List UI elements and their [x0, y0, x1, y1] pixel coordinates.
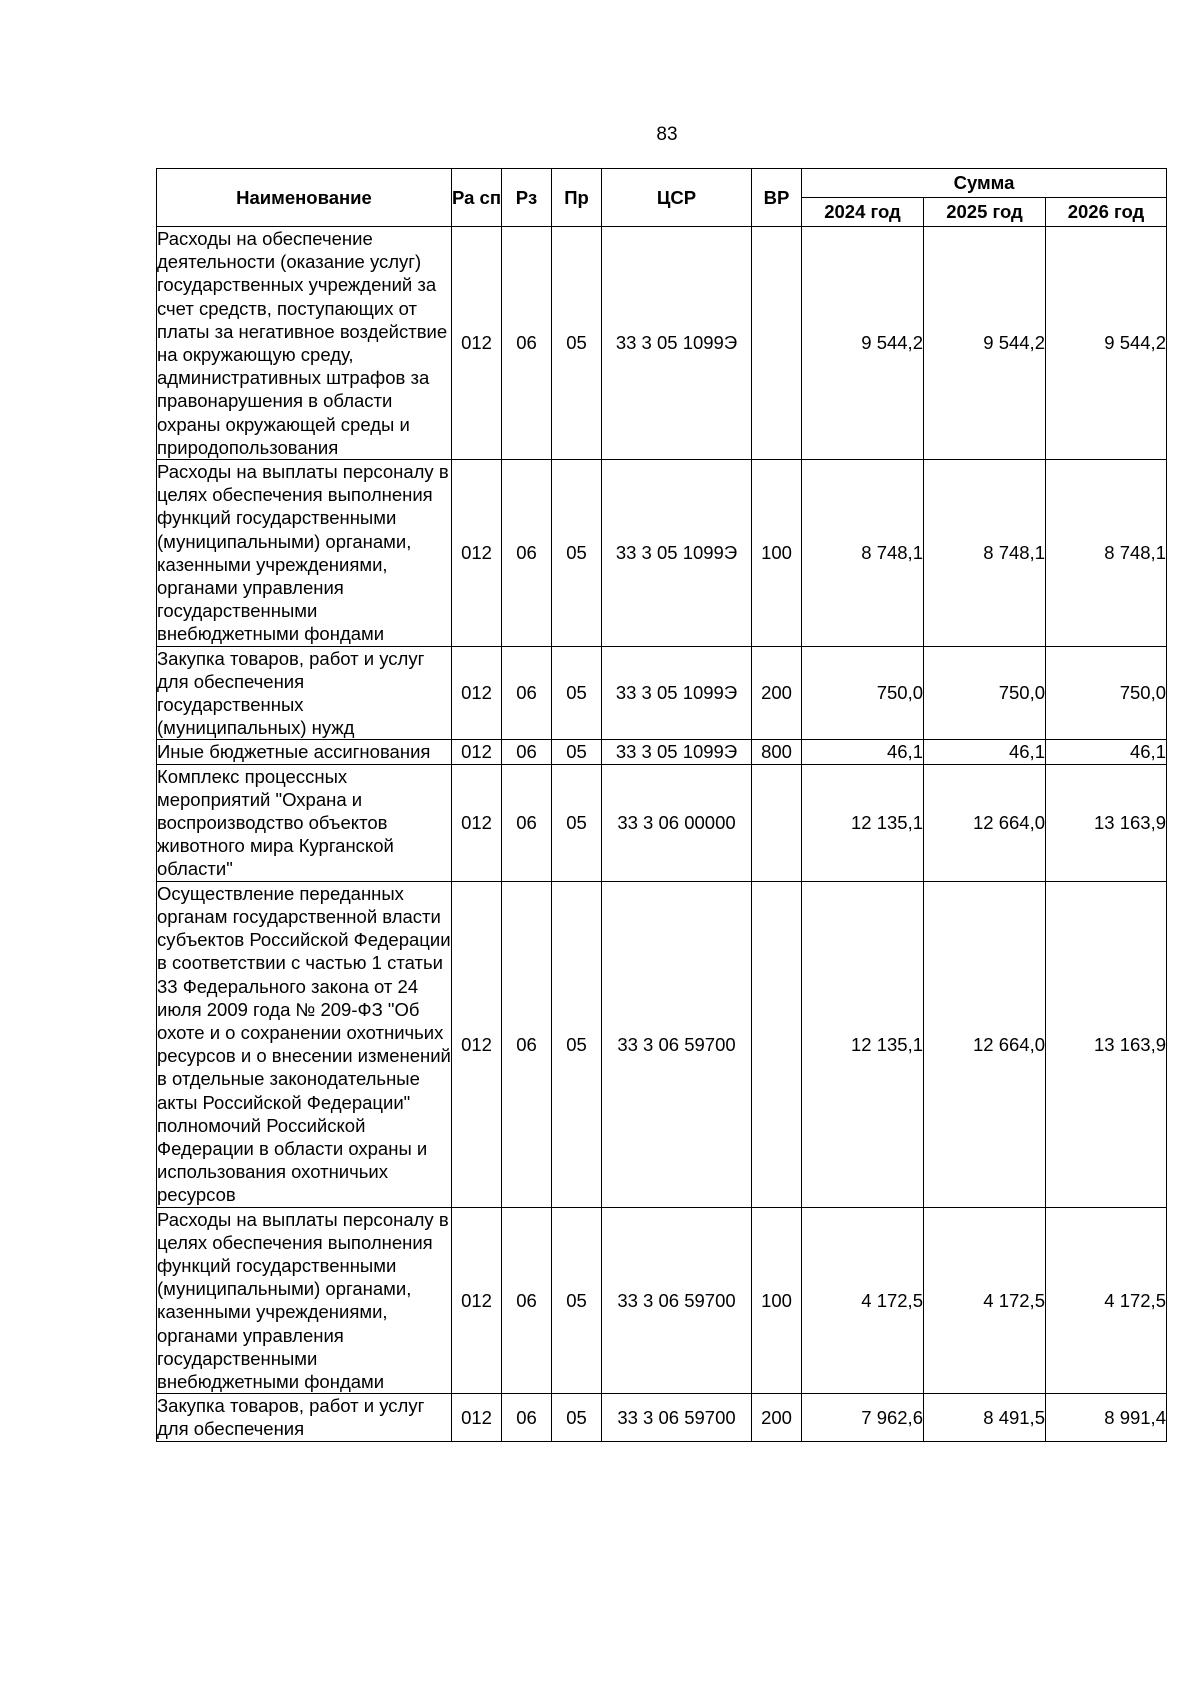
row-csr: 33 3 05 1099Э [602, 460, 752, 647]
row-vr: 100 [752, 1207, 802, 1394]
table-row [157, 460, 1167, 647]
row-name: Комплекс процессных мероприятий "Охрана и воспроизводство объектов животного мира Курганской области" [157, 764, 452, 881]
row-sum-2024: 8 748,1 [802, 460, 924, 647]
col-header-name: Наименование [157, 169, 452, 227]
row-sum-2025: 4 172,5 [924, 1207, 1046, 1394]
col-header-2024: 2024 год [802, 198, 924, 227]
row-sum-2026: 9 544,2 [1046, 227, 1167, 460]
col-header-csr: ЦСР [602, 169, 752, 227]
row-rz: 06 [502, 764, 552, 881]
row-vr [752, 227, 802, 460]
row-pr: 05 [552, 1207, 602, 1394]
row-sum-2024: 46,1 [802, 740, 924, 764]
row-pr: 05 [552, 646, 602, 740]
row-sum-2026: 8 991,4 [1046, 1394, 1167, 1441]
row-sum-2025: 8 491,5 [924, 1394, 1046, 1441]
col-header-vr: ВР [752, 169, 802, 227]
row-sum-2025: 46,1 [924, 740, 1046, 764]
row-vr [752, 764, 802, 881]
row-sum-2024: 7 962,6 [802, 1394, 924, 1441]
row-sum-2026: 46,1 [1046, 740, 1167, 764]
row-vr: 800 [752, 740, 802, 764]
row-pr: 05 [552, 740, 602, 764]
row-rz: 06 [502, 740, 552, 764]
row-sum-2026: 4 172,5 [1046, 1207, 1167, 1394]
row-sum-2026: 8 748,1 [1046, 460, 1167, 647]
row-rasp: 012 [452, 1394, 502, 1441]
row-csr: 33 3 05 1099Э [602, 227, 752, 460]
row-vr: 200 [752, 1394, 802, 1441]
row-vr [752, 881, 802, 1207]
col-header-2025: 2025 год [924, 198, 1046, 227]
row-name: Расходы на выплаты персоналу в целях обеспечения выполнения функций государственными (муниципальными) органами, казенными учреждениями, органами управления государственными внебюджетными фондами [157, 1207, 452, 1394]
row-rz: 06 [502, 227, 552, 460]
row-sum-2026: 13 163,9 [1046, 881, 1167, 1207]
table-row [157, 227, 1167, 460]
row-rasp: 012 [452, 881, 502, 1207]
row-pr: 05 [552, 1394, 602, 1441]
col-header-rz: Рз [502, 169, 552, 227]
header-row-top [157, 169, 1167, 198]
row-rz: 06 [502, 881, 552, 1207]
row-name: Закупка товаров, работ и услуг для обеспечения государственных (муниципальных) нужд [157, 646, 452, 740]
row-sum-2024: 12 135,1 [802, 764, 924, 881]
row-rasp: 012 [452, 740, 502, 764]
row-vr: 100 [752, 460, 802, 647]
row-rz: 06 [502, 1207, 552, 1394]
row-rz: 06 [502, 1394, 552, 1441]
col-header-pr: Пр [552, 169, 602, 227]
col-header-sum: Сумма [802, 169, 1167, 198]
row-rasp: 012 [452, 227, 502, 460]
row-csr: 33 3 06 00000 [602, 764, 752, 881]
row-name: Расходы на выплаты персоналу в целях обеспечения выполнения функций государственными (муниципальными) органами, казенными учреждениями, органами управления государственными внебюджетными фондами [157, 460, 452, 647]
row-csr: 33 3 06 59700 [602, 1207, 752, 1394]
row-sum-2025: 12 664,0 [924, 881, 1046, 1207]
page-number: 83 [656, 124, 678, 145]
row-sum-2024: 12 135,1 [802, 881, 924, 1207]
row-name: Закупка товаров, работ и услуг для обеспечения [157, 1394, 452, 1441]
table-row [157, 1207, 1167, 1394]
row-name: Иные бюджетные ассигнования [157, 740, 452, 764]
row-pr: 05 [552, 881, 602, 1207]
budget-table [156, 168, 1167, 1442]
row-sum-2026: 13 163,9 [1046, 764, 1167, 881]
row-csr: 33 3 05 1099Э [602, 646, 752, 740]
row-pr: 05 [552, 227, 602, 460]
col-header-rasp: Ра сп [452, 169, 502, 227]
row-rasp: 012 [452, 460, 502, 647]
row-csr: 33 3 06 59700 [602, 1394, 752, 1441]
row-rasp: 012 [452, 764, 502, 881]
row-csr: 33 3 05 1099Э [602, 740, 752, 764]
table-row [157, 740, 1167, 764]
row-rz: 06 [502, 646, 552, 740]
row-sum-2025: 12 664,0 [924, 764, 1046, 881]
table-row [157, 1394, 1167, 1441]
col-header-2026: 2026 год [1046, 198, 1167, 227]
row-csr: 33 3 06 59700 [602, 881, 752, 1207]
table-row [157, 764, 1167, 881]
row-pr: 05 [552, 764, 602, 881]
row-pr: 05 [552, 460, 602, 647]
row-vr: 200 [752, 646, 802, 740]
table-row [157, 646, 1167, 740]
row-sum-2025: 8 748,1 [924, 460, 1046, 647]
row-rz: 06 [502, 460, 552, 647]
row-sum-2025: 750,0 [924, 646, 1046, 740]
row-name: Расходы на обеспечение деятельности (оказание услуг) государственных учреждений за счет средств, поступающих от платы за негативное воздействие на окружающую среду, административных штрафов за правонарушения в области охраны окружающей среды и природопользования [157, 227, 452, 460]
row-rasp: 012 [452, 1207, 502, 1394]
row-rasp: 012 [452, 646, 502, 740]
row-name: Осуществление переданных органам государственной власти субъектов Российской Федерации в соответствии с частью 1 статьи 33 Федерального закона от 24 июля 2009 года № 209-ФЗ "Об охоте и о сохранении охотничьих ресурсов и о внесении изменений в отдельные законодательные акты Российской Федерации" полномочий Российской Федерации в области охраны и использования охотничьих ресурсов [157, 882, 451, 1206]
row-sum-2024: 750,0 [802, 646, 924, 740]
row-sum-2024: 9 544,2 [802, 227, 924, 460]
table-row [157, 881, 1167, 1207]
row-sum-2026: 750,0 [1046, 646, 1167, 740]
row-sum-2025: 9 544,2 [924, 227, 1046, 460]
row-sum-2024: 4 172,5 [802, 1207, 924, 1394]
